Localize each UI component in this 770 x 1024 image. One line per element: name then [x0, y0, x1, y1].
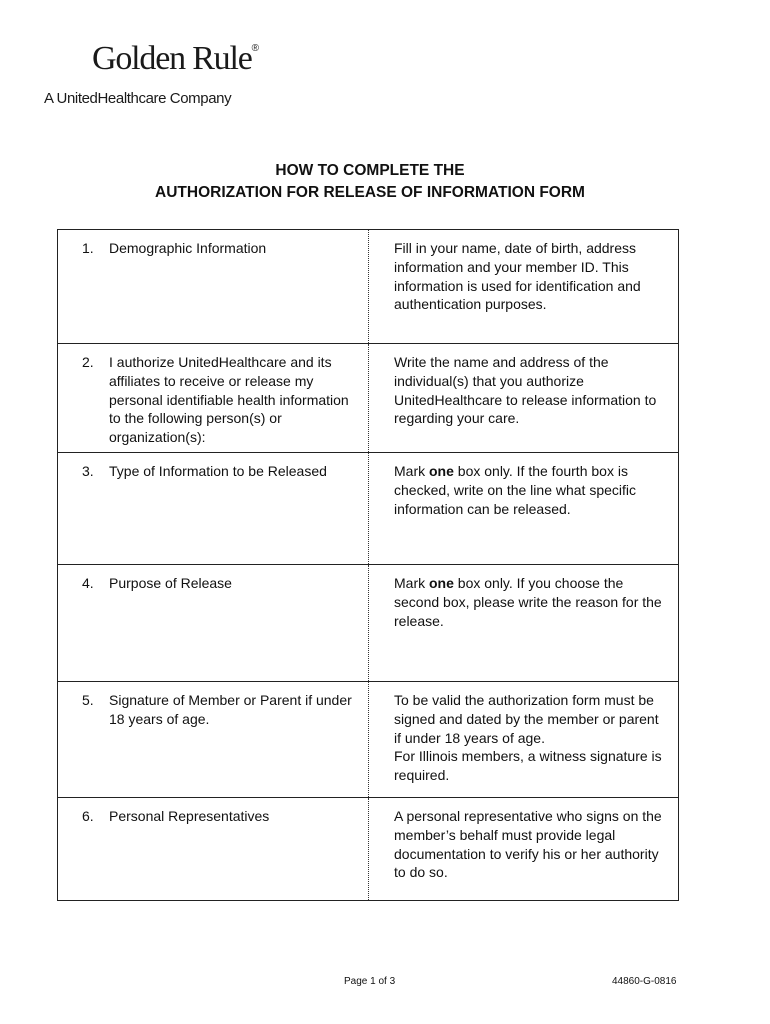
- row-description: [369, 230, 678, 343]
- table-row: [58, 564, 678, 681]
- row-description: [369, 344, 678, 452]
- row-label-cell: [58, 682, 369, 797]
- row-number: 4.: [82, 575, 94, 591]
- row-description-emphasis: one: [429, 463, 454, 479]
- table-row: [58, 343, 678, 452]
- row-number: 2.: [82, 354, 94, 370]
- table-row: [58, 230, 678, 343]
- row-description-post: box only. If the fourth box is checked, write on the line what specific information can be released.: [394, 463, 637, 517]
- row-label: Personal Representatives: [109, 808, 270, 824]
- row-description: [369, 565, 678, 681]
- row-number: 5.: [82, 692, 94, 708]
- row-label-cell: [58, 344, 369, 452]
- page-title: [0, 160, 740, 204]
- row-description-post: box only. If you choose the second box, please write the reason for the release.: [394, 575, 662, 629]
- logo-name: Golden Rule®: [92, 40, 258, 77]
- row-description-text: A personal representative who signs on the member’s behalf must provide legal documentation to verify his or her authority to do so.: [394, 808, 662, 881]
- registered-mark: ®: [251, 43, 258, 54]
- title-line-2: AUTHORIZATION FOR RELEASE OF INFORMATION FORM: [155, 184, 585, 201]
- row-label-cell: [58, 565, 369, 681]
- row-number: 6.: [82, 808, 94, 824]
- row-description: [369, 453, 678, 564]
- table-row: [58, 797, 678, 900]
- table-row: [58, 681, 678, 797]
- row-description: [369, 682, 678, 797]
- row-label: I authorize UnitedHealthcare and its affiliates to receive or release my personal identifiable health information to the following person(s) or organization(s):: [109, 354, 349, 446]
- row-label-cell: [58, 798, 369, 900]
- row-description-pre: Mark: [394, 463, 429, 479]
- row-label: Type of Information to be Released: [109, 463, 327, 479]
- row-description: [369, 798, 678, 900]
- row-description-note: For Illinois members, a witness signature is required.: [394, 748, 662, 784]
- row-label: Demographic Information: [109, 240, 267, 256]
- row-description-pre: Mark: [394, 575, 429, 591]
- row-description-text: Write the name and address of the individual(s) that you authorize UnitedHealthcare to release information to regarding your care.: [394, 354, 657, 427]
- logo-subtitle: A UnitedHealthcare Company: [44, 90, 232, 107]
- row-number: 1.: [82, 240, 94, 256]
- row-label: Signature of Member or Parent if under 18 years of age.: [109, 692, 352, 727]
- row-label-cell: [58, 230, 369, 343]
- instructions-table: [57, 229, 679, 901]
- company-logo: [92, 42, 258, 76]
- form-code: 44860-G-0816: [612, 976, 677, 987]
- row-label: Purpose of Release: [109, 575, 232, 591]
- row-number: 3.: [82, 463, 94, 479]
- row-description-text: To be valid the authorization form must be signed and dated by the member or parent if under 18 years of age.: [394, 692, 659, 746]
- title-line-1: HOW TO COMPLETE THE: [275, 162, 465, 179]
- table-row: [58, 452, 678, 564]
- page-number: Page 1 of 3: [344, 976, 396, 987]
- row-description-emphasis: one: [429, 575, 454, 591]
- row-label-cell: [58, 453, 369, 564]
- row-description-text: Fill in your name, date of birth, address information and your member ID. This information is used for identification and authentication purposes.: [394, 240, 641, 313]
